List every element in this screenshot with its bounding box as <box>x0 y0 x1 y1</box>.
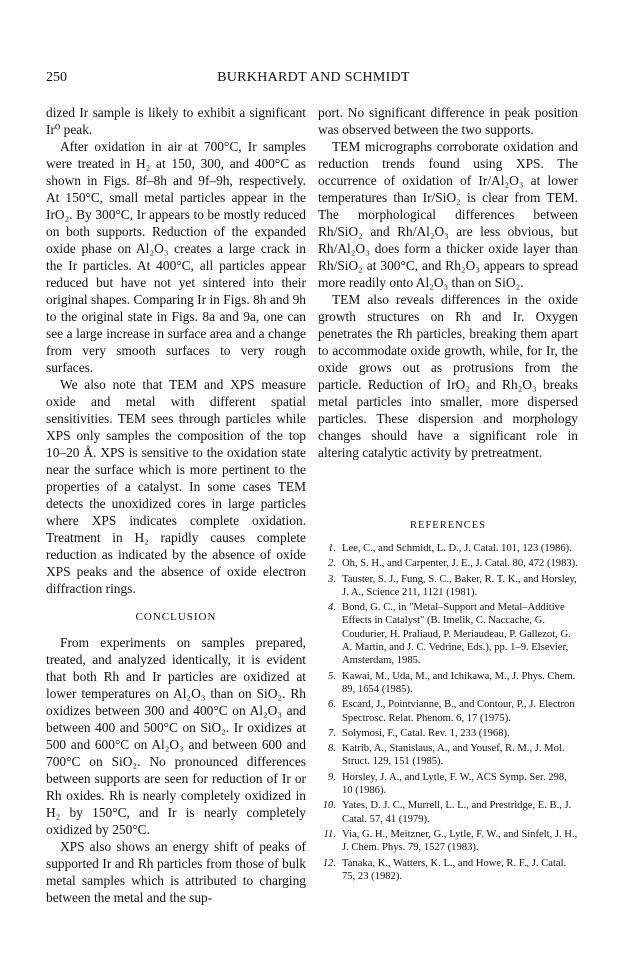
conclusion-heading: CONCLUSION <box>135 611 217 623</box>
reference-text: Tanaka, K., Watters, K. L., and Howe, R. F., J. Catal. 75, 23 (1982). <box>342 857 567 882</box>
reference-number: 8. <box>328 743 336 755</box>
reference-number: 11. <box>323 828 336 840</box>
reference-number: 2. <box>328 558 336 570</box>
reference-text: Lee, C., and Schmidt, L. D., J. Catal. 101, 123 (1986). <box>342 543 572 554</box>
reference-text: Yates, D. J. C., Murrell, L. L., and Prestridge, E. B., J. Catal. 57, 41 (1979). <box>342 800 572 825</box>
reference-text: Bond, G. C., in "Metal–Support and Metal–Additive Effects in Catalyst" (B. Imelik, C. Naccache, G. Coudurier, H. Praliaud, P. Meriaudeau, P. Gallezot, G. A. Martin, and J. C. Vedrine, Eds.), pp. 1–9. Elsevier, Amsterdam, 1985. <box>342 602 571 667</box>
reference-text: Katrib, A., Stanislaus, A., and Yousef, R. M., J. Mol. Struct. 129, 151 (1985). <box>342 743 565 768</box>
reference-number: 4. <box>328 602 336 614</box>
reference-number: 3. <box>328 573 336 585</box>
reference-item <box>318 573 578 600</box>
reference-item <box>318 698 578 725</box>
reference-number: 6. <box>328 699 336 711</box>
reference-item <box>318 742 578 769</box>
body-paragraph: port. No significant difference in peak position was observed between the two supports. <box>318 105 578 137</box>
references-heading: REFERENCES <box>410 520 486 531</box>
left-column <box>46 104 306 906</box>
reference-number: 12. <box>322 857 336 869</box>
reference-item <box>318 601 578 667</box>
reference-item <box>318 727 578 740</box>
reference-item <box>318 670 578 697</box>
reference-text: Solymosi, F., Catal. Rev. 1, 233 (1968). <box>342 727 510 739</box>
reference-item <box>318 557 578 570</box>
reference-text: Via, G. H., Meitzner, G., Lytle, F. W., and Sinfelt, J. H., J. Chem. Phys. 79, 1527 (1983). <box>342 828 578 854</box>
body-paragraph: After oxidation in air at 700°C, Ir samples were treated in H₂ at 150, 300, and 400°C as shown in Figs. 8f–8h and 9f–9h, respectively. At 150°C, small metal particles appear in the IrO₂. By 300°C, Ir appears to be mostly reduced on both supports. Reduction of the expanded oxide phase on Al₂O₃ creates a large crack in the Ir particles. At 400°C, all particles appear reduced but have not yet sintered into their original shapes. Comparing Ir in Figs. 8h and 9h to the original state in Figs. 8a and 9a, one can see a large increase in surface area and a change from very smooth surfaces to very rough surfaces. <box>46 139 306 375</box>
reference-number: 1. <box>328 543 336 554</box>
reference-item <box>318 799 578 826</box>
body-paragraph: TEM also reveals differences in the oxide growth structures on Rh and Ir. Oxygen penetrates the Rh particles, breaking them apart to accommodate oxide growth, while, for Ir, the oxide grows out as protrusions from the particle. Reduction of IrO₂ and Rh₂O₃ breaks metal particles into smaller, more dispersed particles. These dispersion and morphology changes should have a significant role in altering catalytic activity by pretreatment. <box>318 292 578 460</box>
running-head: BURKHARDT AND SCHMIDT <box>217 70 410 85</box>
body-paragraph: TEM micrographs corroborate oxidation and reduction trends found using XPS. The occurrence of oxidation of Ir/Al₂O₃ at lower temperatures than Ir/SiO₂ is clear from TEM. The morphological differences between Rh/SiO₂ and Rh/Al₂O₃ are less obvious, but Rh/Al₂O₃ does form a thicker oxide layer than Rh/SiO₂ at 300°C, and Rh₂O₃ appears to spread more readily onto Al₂O₃ than on SiO₂. <box>318 139 578 290</box>
body-paragraph: dized Ir sample is likely to exhibit a significant Ir⁰ peak. <box>46 105 306 137</box>
reference-number: 7. <box>328 727 336 739</box>
reference-number: 10. <box>322 800 336 812</box>
right-column <box>318 104 578 885</box>
reference-text: Oh, S. H., and Carpenter, J. E., J. Catal. 80, 472 (1983). <box>342 558 578 570</box>
reference-item <box>318 828 578 855</box>
reference-text: Tauster, S. J., Fung, S. C., Baker, R. T. K., and Horsley, J. A., Science 211, 1121 (1981). <box>342 573 577 598</box>
reference-number: 5. <box>328 670 336 682</box>
reference-text: Kawai, M., Uda, M., and Ichikawa, M., J. Phys. Chem. 89, 1654 (1985). <box>342 670 576 695</box>
conclusion-paragraph: From experiments on samples prepared, treated, and analyzed identically, it is evident that both Rh and Ir particles are oxidized at lower temperatures on Al₂O₃ than on SiO₂. Rh oxidizes between 300 and 400°C on Al₂O₃ and between 400 and 500°C on SiO₂. Ir oxidizes at 500 and 600°C on Al₂O₃ and between 600 and 700°C on SiO₂. No pronounced differences between supports are seen for reduction of Ir or Rh oxides. Rh is nearly completely oxidized in H₂ by 150°C, and Ir is nearly completely oxidized by 250°C. <box>46 635 306 837</box>
reference-number: 9. <box>328 771 336 783</box>
page-number: 250 <box>46 70 67 85</box>
body-paragraph: We also note that TEM and XPS measure oxide and metal with different spatial sensitivities. TEM sees through particles while XPS only samples the composition of the top 10–20 Å. XPS is sensitive to the oxidation state near the surface which is more pertinent to the properties of a catalyst. In some cases TEM detects the unoxidized cores in large particles where XPS indicates complete oxidation. Treatment in H₂ rapidly causes complete reduction as indicated by the absence of oxide XPS peaks and the absence of oxide electron diffraction rings. <box>46 377 306 596</box>
page-header <box>46 70 581 90</box>
reference-item <box>318 857 578 884</box>
reference-item <box>318 771 578 798</box>
conclusion-paragraph: XPS also shows an energy shift of peaks of supported Ir and Rh particles from those of bulk metal samples which is attributed to charging between the metal and the sup- <box>46 839 306 905</box>
reference-text: Horsley, J. A., and Lytle, F. W., ACS Symp. Ser. 298, 10 (1986). <box>342 771 567 797</box>
reference-list <box>318 542 578 883</box>
reference-item <box>318 542 578 555</box>
reference-text: Escard, J., Pointvianne, B., and Contour, P., J. Electron Spectrosc. Relat. Phenom. 6, 17 (1975). <box>342 699 575 724</box>
